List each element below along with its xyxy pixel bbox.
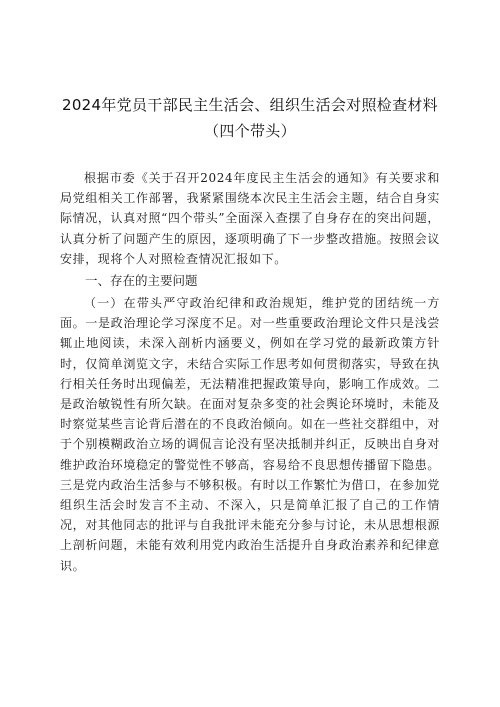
section-paragraph: （一）在带头严守政治纪律和政治规矩，维护党的团结统一方面。一是政治理论学习深度不足。对一些重要政治理论文件只是浅尝辄止地阅读，未深入剖析内涵要义，例如在学习党的最新政策方针时，仅简单浏览文字，未结合实际工作思考如何贯彻落实，导致在执行相关任务时出现偏差，无法精准把握政策导向，影响工作成效。二是政治敏锐性有所欠缺。在面对复杂多变的社会舆论环境时，未能及时察觉某些言论背后潜在的不良政治倾向。如在一些社交群组中，对于个别模糊政治立场的调侃言论没有坚决抵制并纠正，反映出自身对维护政治环境稳定的警觉性不够高，容易给不良思想传播留下隐患。三是党内政治生活参与不够积极。有时以工作繁忙为借口，在参加党组织生活会时发言不主动、不深入，只是简单汇报了自己的工作情况，对其他同志的批评与自我批评未能充分参与讨论，未从思想根源上剖析问题，未能有效利用党内政治生活提升自身政治素养和纪律意识。: [60, 296, 440, 573]
document-body: [60, 168, 440, 576]
intro-paragraph: 根据市委《关于召开2024年度民主生活会的通知》有关要求和局党组相关工作部署，我紧紧围绕本次民主生活会主题，结合自身实际情况，认真对照“四个带头”全面深入查摆了自身存在的突出问题，认真分析了问题产生的原因，逐项明确了下一步整改措施。按照会议安排，现将个人对照检查情况汇报如下。: [60, 171, 440, 266]
document-title: 2024年党员干部民主生活会、组织生活会对照检查材料: [62, 96, 438, 114]
document-subtitle: （四个带头）: [204, 122, 296, 140]
section-heading: 一、存在的主要问题: [85, 273, 198, 289]
